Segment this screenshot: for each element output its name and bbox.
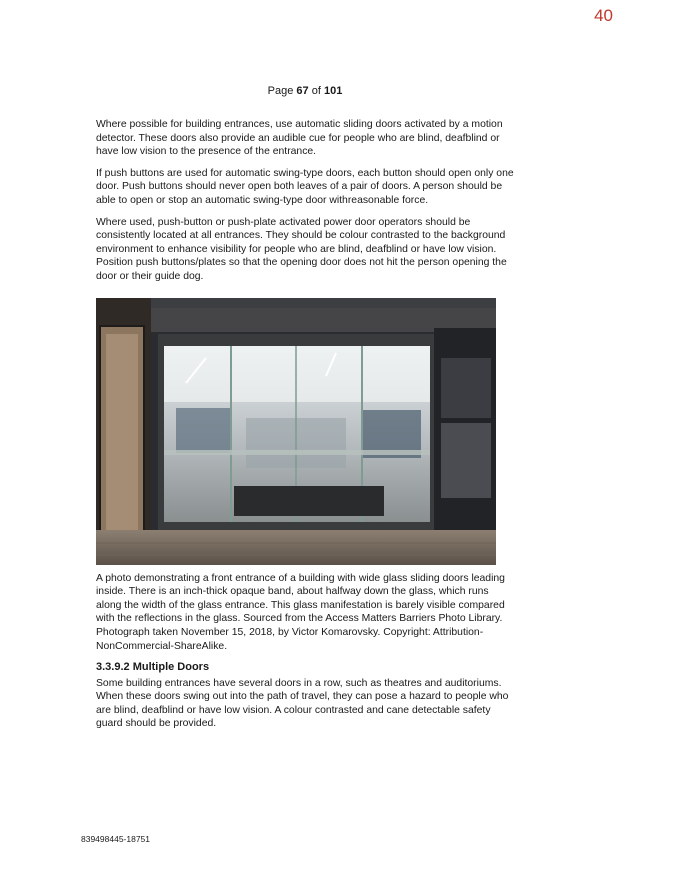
- of-word: of: [311, 85, 321, 97]
- section-body: Some building entrances have several doors in a row, such as theatres and auditoriums. When these doors swing out into the path of travel, they can pose a hazard to people who are blind, deafblind or have low vision. A colour contrasted and cane detectable safety guard should be provided.: [96, 677, 509, 730]
- total-pages: 101: [323, 85, 343, 97]
- document-id: 839498445-18751: [81, 834, 151, 844]
- section-heading: 3.3.9.2 Multiple Doors: [96, 661, 210, 674]
- photo-caption: A photo demonstrating a front entrance of a building with wide glass sliding doors leading inside. There is an inch-thick opaque band, about halfway down the glass, which runs along the width of the glass entrance. This glass manifestation is barely visible compared with the reflections in the glass. Sourced from the Access Matters Barriers Photo Library. Photograph taken November 15, 2018, by Victor Komarovsky. Copyright: Attribution-NonCommercial-ShareAlike.: [96, 572, 505, 652]
- current-page: 67: [296, 85, 309, 97]
- paragraph-sliding-doors: Where possible for building entrances, use automatic sliding doors activated by a motion detector. These doors also provide an audible cue for people who are blind, deafblind or have low vision to the presence of the entrance.: [96, 119, 503, 158]
- document-body: [96, 118, 516, 739]
- corner-page-number: 40: [594, 6, 613, 25]
- paragraph-push-buttons: If push buttons are used for automatic swing-type doors, each button should open only one door. Push buttons should never open both leaves of a pair of doors. A person should be able to open or stop an automatic swing-type door withreasonable force.: [96, 167, 514, 206]
- entrance-photo: [96, 298, 496, 565]
- paragraph-power-operators: Where used, push-button or push-plate activated power door operators should be consistently located at all entrances. They should be colour contrasted to the background environment to enhance visibility for people who are blind, deafblind or have low vision. Position push buttons/plates so that the opening door does not hit the person opening the door or their guide dog.: [96, 216, 507, 282]
- page-header: [0, 85, 610, 97]
- page-word: Page: [267, 85, 294, 97]
